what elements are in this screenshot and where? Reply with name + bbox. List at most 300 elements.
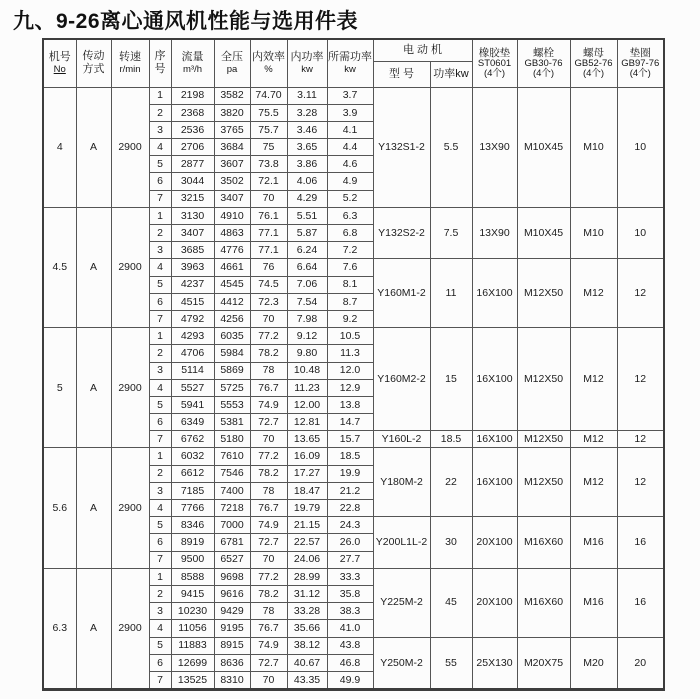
- cell-bolt: M12X50: [517, 328, 570, 431]
- cell-required-power: 4.4: [327, 139, 373, 156]
- cell-flow: 2536: [171, 121, 214, 138]
- cell-seq: 2: [149, 345, 171, 362]
- cell-inner-power: 7.54: [287, 293, 327, 310]
- cell-flow: 3130: [171, 207, 214, 224]
- cell-required-power: 41.0: [327, 620, 373, 637]
- header-flow: 流量 m³/h: [171, 39, 214, 87]
- cell-nut: M10: [570, 87, 617, 207]
- cell-pressure: 5984: [214, 345, 250, 362]
- cell-seq: 1: [149, 87, 171, 104]
- cell-flow: 3963: [171, 259, 214, 276]
- header-nut: 螺母 GB52-76 (4个): [570, 39, 617, 87]
- cell-required-power: 11.3: [327, 345, 373, 362]
- cell-pressure: 8310: [214, 671, 250, 689]
- table-row: [43, 328, 664, 345]
- cell-required-power: 18.5: [327, 448, 373, 465]
- cell-inner-power: 3.28: [287, 104, 327, 121]
- cell-fan-no: 5: [43, 328, 76, 448]
- cell-inner-power: 3.46: [287, 121, 327, 138]
- cell-rubber-pad: 13X90: [472, 207, 517, 259]
- cell-seq: 7: [149, 551, 171, 568]
- cell-drive-type: A: [76, 448, 111, 568]
- cell-required-power: 8.7: [327, 293, 373, 310]
- cell-required-power: 14.7: [327, 414, 373, 431]
- cell-motor-model: Y160L-2: [373, 431, 430, 448]
- cell-pressure: 6527: [214, 551, 250, 568]
- cell-seq: 7: [149, 431, 171, 448]
- cell-flow: 3044: [171, 173, 214, 190]
- cell-drive-type: A: [76, 207, 111, 327]
- table-row: [43, 568, 664, 585]
- cell-seq: 3: [149, 121, 171, 138]
- cell-nut: M10: [570, 207, 617, 259]
- cell-motor-model: Y132S2-2: [373, 207, 430, 259]
- cell-inner-power: 33.28: [287, 603, 327, 620]
- cell-required-power: 15.7: [327, 431, 373, 448]
- cell-seq: 2: [149, 104, 171, 121]
- cell-fan-no: 5.6: [43, 448, 76, 568]
- cell-washer: 12: [617, 431, 664, 448]
- cell-seq: 4: [149, 500, 171, 517]
- header-bolt: 螺栓 GB30-76 (4个): [517, 39, 570, 87]
- cell-flow: 3215: [171, 190, 214, 207]
- cell-flow: 3407: [171, 225, 214, 242]
- cell-required-power: 38.3: [327, 603, 373, 620]
- cell-required-power: 27.7: [327, 551, 373, 568]
- cell-required-power: 3.9: [327, 104, 373, 121]
- cell-pressure: 4256: [214, 310, 250, 327]
- header-fan-no: 机号 No: [43, 39, 76, 87]
- cell-seq: 5: [149, 517, 171, 534]
- cell-inner-power: 9.80: [287, 345, 327, 362]
- cell-inner-power: 7.06: [287, 276, 327, 293]
- header-row-1: [43, 39, 664, 61]
- cell-nut: M16: [570, 517, 617, 569]
- cell-nut: M12: [570, 259, 617, 328]
- cell-flow: 7185: [171, 482, 214, 499]
- cell-pressure: 5725: [214, 379, 250, 396]
- cell-seq: 5: [149, 396, 171, 413]
- cell-flow: 2877: [171, 156, 214, 173]
- cell-flow: 8919: [171, 534, 214, 551]
- cell-efficiency: 76.7: [250, 500, 287, 517]
- cell-inner-power: 3.86: [287, 156, 327, 173]
- cell-inner-power: 13.65: [287, 431, 327, 448]
- cell-seq: 4: [149, 620, 171, 637]
- cell-inner-power: 6.24: [287, 242, 327, 259]
- cell-bolt: M16X60: [517, 517, 570, 569]
- cell-efficiency: 77.2: [250, 568, 287, 585]
- cell-washer: 12: [617, 328, 664, 431]
- table-row: [43, 87, 664, 104]
- cell-seq: 1: [149, 328, 171, 345]
- cell-inner-power: 5.87: [287, 225, 327, 242]
- cell-flow: 2706: [171, 139, 214, 156]
- cell-required-power: 9.2: [327, 310, 373, 327]
- cell-motor-power: 22: [430, 448, 472, 517]
- cell-speed: 2900: [111, 568, 149, 689]
- header-required-power: 所需功率 kw: [327, 39, 373, 87]
- cell-required-power: 21.2: [327, 482, 373, 499]
- cell-efficiency: 72.1: [250, 173, 287, 190]
- cell-motor-power: 55: [430, 637, 472, 690]
- cell-required-power: 12.9: [327, 379, 373, 396]
- cell-motor-power: 5.5: [430, 87, 472, 207]
- cell-efficiency: 78: [250, 362, 287, 379]
- cell-required-power: 4.6: [327, 156, 373, 173]
- cell-required-power: 4.1: [327, 121, 373, 138]
- cell-motor-power: 45: [430, 568, 472, 637]
- cell-pressure: 3502: [214, 173, 250, 190]
- cell-flow: 4792: [171, 310, 214, 327]
- cell-bolt: M12X50: [517, 448, 570, 517]
- cell-efficiency: 77.2: [250, 328, 287, 345]
- cell-rubber-pad: 16X100: [472, 448, 517, 517]
- header-pressure: 全压 pa: [214, 39, 250, 87]
- cell-motor-power: 30: [430, 517, 472, 569]
- cell-efficiency: 72.7: [250, 654, 287, 671]
- cell-inner-power: 12.81: [287, 414, 327, 431]
- cell-inner-power: 4.06: [287, 173, 327, 190]
- fan-performance-table: [42, 38, 665, 691]
- cell-pressure: 4910: [214, 207, 250, 224]
- cell-flow: 5941: [171, 396, 214, 413]
- cell-inner-power: 28.99: [287, 568, 327, 585]
- cell-required-power: 24.3: [327, 517, 373, 534]
- cell-seq: 7: [149, 190, 171, 207]
- cell-pressure: 4863: [214, 225, 250, 242]
- cell-flow: 11056: [171, 620, 214, 637]
- cell-required-power: 12.0: [327, 362, 373, 379]
- cell-fan-no: 4: [43, 87, 76, 207]
- cell-efficiency: 78.2: [250, 465, 287, 482]
- cell-pressure: 4661: [214, 259, 250, 276]
- cell-efficiency: 70: [250, 431, 287, 448]
- table-header: [43, 39, 664, 87]
- cell-required-power: 46.8: [327, 654, 373, 671]
- cell-seq: 3: [149, 362, 171, 379]
- cell-inner-power: 43.35: [287, 671, 327, 689]
- cell-inner-power: 9.12: [287, 328, 327, 345]
- cell-required-power: 13.8: [327, 396, 373, 413]
- cell-nut: M16: [570, 568, 617, 637]
- cell-efficiency: 75.5: [250, 104, 287, 121]
- cell-flow: 13525: [171, 671, 214, 689]
- cell-required-power: 3.7: [327, 87, 373, 104]
- cell-bolt: M10X45: [517, 87, 570, 207]
- cell-flow: 4515: [171, 293, 214, 310]
- cell-motor-power: 7.5: [430, 207, 472, 259]
- cell-flow: 6762: [171, 431, 214, 448]
- cell-efficiency: 74.9: [250, 396, 287, 413]
- cell-seq: 6: [149, 534, 171, 551]
- cell-pressure: 7400: [214, 482, 250, 499]
- cell-nut: M20: [570, 637, 617, 690]
- cell-flow: 4706: [171, 345, 214, 362]
- cell-required-power: 26.0: [327, 534, 373, 551]
- cell-seq: 3: [149, 242, 171, 259]
- cell-flow: 2198: [171, 87, 214, 104]
- cell-flow: 5114: [171, 362, 214, 379]
- table-row: [43, 448, 664, 465]
- cell-inner-power: 3.65: [287, 139, 327, 156]
- cell-efficiency: 76.7: [250, 379, 287, 396]
- cell-bolt: M12X50: [517, 431, 570, 448]
- cell-efficiency: 78: [250, 482, 287, 499]
- cell-efficiency: 74.9: [250, 517, 287, 534]
- cell-flow: 6349: [171, 414, 214, 431]
- cell-seq: 6: [149, 293, 171, 310]
- cell-pressure: 6781: [214, 534, 250, 551]
- cell-inner-power: 16.09: [287, 448, 327, 465]
- cell-drive-type: A: [76, 87, 111, 207]
- cell-required-power: 43.8: [327, 637, 373, 654]
- cell-efficiency: 78.2: [250, 345, 287, 362]
- cell-flow: 2368: [171, 104, 214, 121]
- cell-pressure: 5553: [214, 396, 250, 413]
- cell-fan-no: 6.3: [43, 568, 76, 689]
- cell-rubber-pad: 20X100: [472, 568, 517, 637]
- header-motor-model: 型 号: [373, 61, 430, 87]
- cell-motor-power: 11: [430, 259, 472, 328]
- cell-pressure: 9616: [214, 585, 250, 602]
- cell-required-power: 6.8: [327, 225, 373, 242]
- cell-pressure: 5180: [214, 431, 250, 448]
- cell-inner-power: 21.15: [287, 517, 327, 534]
- cell-pressure: 8636: [214, 654, 250, 671]
- cell-required-power: 49.9: [327, 671, 373, 689]
- cell-seq: 1: [149, 448, 171, 465]
- cell-seq: 5: [149, 156, 171, 173]
- cell-pressure: 7546: [214, 465, 250, 482]
- cell-pressure: 3582: [214, 87, 250, 104]
- header-speed: 转速 r/min: [111, 39, 149, 87]
- cell-required-power: 6.3: [327, 207, 373, 224]
- cell-motor-model: Y200L1L-2: [373, 517, 430, 569]
- cell-efficiency: 76: [250, 259, 287, 276]
- cell-required-power: 22.8: [327, 500, 373, 517]
- cell-washer: 10: [617, 207, 664, 259]
- cell-inner-power: 31.12: [287, 585, 327, 602]
- cell-flow: 3685: [171, 242, 214, 259]
- cell-flow: 6612: [171, 465, 214, 482]
- header-motor-group: 电 动 机: [373, 39, 472, 61]
- cell-efficiency: 75.7: [250, 121, 287, 138]
- cell-flow: 10230: [171, 603, 214, 620]
- cell-washer: 12: [617, 259, 664, 328]
- cell-rubber-pad: 16X100: [472, 328, 517, 431]
- cell-flow: 12699: [171, 654, 214, 671]
- cell-washer: 16: [617, 517, 664, 569]
- cell-pressure: 5381: [214, 414, 250, 431]
- cell-washer: 10: [617, 87, 664, 207]
- cell-pressure: 9195: [214, 620, 250, 637]
- header-motor-power: 功率kw: [430, 61, 472, 87]
- cell-required-power: 7.6: [327, 259, 373, 276]
- cell-motor-model: Y160M2-2: [373, 328, 430, 431]
- cell-washer: 16: [617, 568, 664, 637]
- cell-inner-power: 19.79: [287, 500, 327, 517]
- cell-efficiency: 75: [250, 139, 287, 156]
- cell-flow: 4237: [171, 276, 214, 293]
- cell-pressure: 3765: [214, 121, 250, 138]
- cell-efficiency: 78: [250, 603, 287, 620]
- cell-inner-power: 40.67: [287, 654, 327, 671]
- cell-motor-model: Y160M1-2: [373, 259, 430, 328]
- header-seq: 序 号: [149, 39, 171, 87]
- cell-seq: 7: [149, 310, 171, 327]
- cell-efficiency: 70: [250, 551, 287, 568]
- cell-inner-power: 18.47: [287, 482, 327, 499]
- cell-flow: 6032: [171, 448, 214, 465]
- cell-efficiency: 72.7: [250, 534, 287, 551]
- cell-pressure: 3607: [214, 156, 250, 173]
- cell-rubber-pad: 16X100: [472, 431, 517, 448]
- cell-pressure: 3407: [214, 190, 250, 207]
- cell-inner-power: 12.00: [287, 396, 327, 413]
- cell-pressure: 3820: [214, 104, 250, 121]
- cell-pressure: 9429: [214, 603, 250, 620]
- cell-bolt: M16X60: [517, 568, 570, 637]
- cell-washer: 12: [617, 448, 664, 517]
- cell-flow: 8588: [171, 568, 214, 585]
- cell-inner-power: 24.06: [287, 551, 327, 568]
- cell-inner-power: 7.98: [287, 310, 327, 327]
- cell-pressure: 4545: [214, 276, 250, 293]
- cell-flow: 9500: [171, 551, 214, 568]
- cell-efficiency: 77.1: [250, 242, 287, 259]
- cell-required-power: 8.1: [327, 276, 373, 293]
- cell-bolt: M10X45: [517, 207, 570, 259]
- cell-motor-model: Y250M-2: [373, 637, 430, 690]
- cell-flow: 9415: [171, 585, 214, 602]
- header-drive-type: 传动 方式: [76, 39, 111, 87]
- cell-seq: 6: [149, 654, 171, 671]
- cell-nut: M12: [570, 448, 617, 517]
- cell-required-power: 19.9: [327, 465, 373, 482]
- cell-pressure: 6035: [214, 328, 250, 345]
- cell-efficiency: 74.9: [250, 637, 287, 654]
- cell-flow: 8346: [171, 517, 214, 534]
- cell-flow: 11883: [171, 637, 214, 654]
- cell-efficiency: 77.2: [250, 448, 287, 465]
- cell-inner-power: 17.27: [287, 465, 327, 482]
- cell-required-power: 5.2: [327, 190, 373, 207]
- cell-required-power: 7.2: [327, 242, 373, 259]
- cell-motor-model: Y225M-2: [373, 568, 430, 637]
- cell-seq: 6: [149, 173, 171, 190]
- cell-efficiency: 76.7: [250, 620, 287, 637]
- page-title: 九、9-26离心通风机性能与选用件表: [13, 10, 359, 33]
- cell-efficiency: 76.1: [250, 207, 287, 224]
- cell-pressure: 8915: [214, 637, 250, 654]
- cell-inner-power: 10.48: [287, 362, 327, 379]
- cell-rubber-pad: 13X90: [472, 87, 517, 207]
- cell-drive-type: A: [76, 328, 111, 448]
- cell-seq: 7: [149, 671, 171, 689]
- header-inner-power: 内功率 kw: [287, 39, 327, 87]
- cell-efficiency: 70: [250, 671, 287, 689]
- cell-washer: 20: [617, 637, 664, 690]
- cell-pressure: 9698: [214, 568, 250, 585]
- cell-seq: 5: [149, 276, 171, 293]
- cell-pressure: 7000: [214, 517, 250, 534]
- table-row: [43, 207, 664, 224]
- cell-motor-power: 15: [430, 328, 472, 431]
- header-washer: 垫圈 GB97-76 (4个): [617, 39, 664, 87]
- table-body: [43, 87, 664, 690]
- cell-inner-power: 4.29: [287, 190, 327, 207]
- cell-bolt: M20X75: [517, 637, 570, 690]
- cell-inner-power: 6.64: [287, 259, 327, 276]
- header-rubber-pad: 橡胶垫 ST0601 (4个): [472, 39, 517, 87]
- cell-inner-power: 22.57: [287, 534, 327, 551]
- cell-required-power: 4.9: [327, 173, 373, 190]
- cell-speed: 2900: [111, 87, 149, 207]
- header-efficiency: 内效率 %: [250, 39, 287, 87]
- cell-required-power: 10.5: [327, 328, 373, 345]
- cell-seq: 2: [149, 225, 171, 242]
- cell-inner-power: 35.66: [287, 620, 327, 637]
- cell-seq: 4: [149, 259, 171, 276]
- cell-pressure: 4776: [214, 242, 250, 259]
- cell-inner-power: 5.51: [287, 207, 327, 224]
- cell-pressure: 7218: [214, 500, 250, 517]
- cell-rubber-pad: 25X130: [472, 637, 517, 690]
- cell-seq: 2: [149, 465, 171, 482]
- cell-inner-power: 11.23: [287, 379, 327, 396]
- cell-speed: 2900: [111, 207, 149, 327]
- cell-efficiency: 74.5: [250, 276, 287, 293]
- cell-efficiency: 78.2: [250, 585, 287, 602]
- cell-seq: 3: [149, 603, 171, 620]
- cell-efficiency: 72.3: [250, 293, 287, 310]
- cell-fan-no: 4.5: [43, 207, 76, 327]
- cell-efficiency: 77.1: [250, 225, 287, 242]
- cell-drive-type: A: [76, 568, 111, 689]
- cell-pressure: 7610: [214, 448, 250, 465]
- cell-pressure: 4412: [214, 293, 250, 310]
- cell-speed: 2900: [111, 448, 149, 568]
- cell-inner-power: 3.11: [287, 87, 327, 104]
- cell-pressure: 3684: [214, 139, 250, 156]
- cell-seq: 4: [149, 379, 171, 396]
- cell-rubber-pad: 16X100: [472, 259, 517, 328]
- cell-speed: 2900: [111, 328, 149, 448]
- cell-motor-model: Y132S1-2: [373, 87, 430, 207]
- cell-efficiency: 74.70: [250, 87, 287, 104]
- cell-efficiency: 72.7: [250, 414, 287, 431]
- cell-efficiency: 73.8: [250, 156, 287, 173]
- cell-required-power: 35.8: [327, 585, 373, 602]
- cell-efficiency: 70: [250, 190, 287, 207]
- cell-required-power: 33.3: [327, 568, 373, 585]
- cell-pressure: 5869: [214, 362, 250, 379]
- cell-flow: 5527: [171, 379, 214, 396]
- cell-bolt: M12X50: [517, 259, 570, 328]
- cell-seq: 6: [149, 414, 171, 431]
- cell-flow: 7766: [171, 500, 214, 517]
- cell-seq: 5: [149, 637, 171, 654]
- cell-efficiency: 70: [250, 310, 287, 327]
- cell-inner-power: 38.12: [287, 637, 327, 654]
- cell-motor-model: Y180M-2: [373, 448, 430, 517]
- cell-motor-power: 18.5: [430, 431, 472, 448]
- cell-seq: 1: [149, 207, 171, 224]
- cell-rubber-pad: 20X100: [472, 517, 517, 569]
- cell-nut: M12: [570, 328, 617, 431]
- cell-flow: 4293: [171, 328, 214, 345]
